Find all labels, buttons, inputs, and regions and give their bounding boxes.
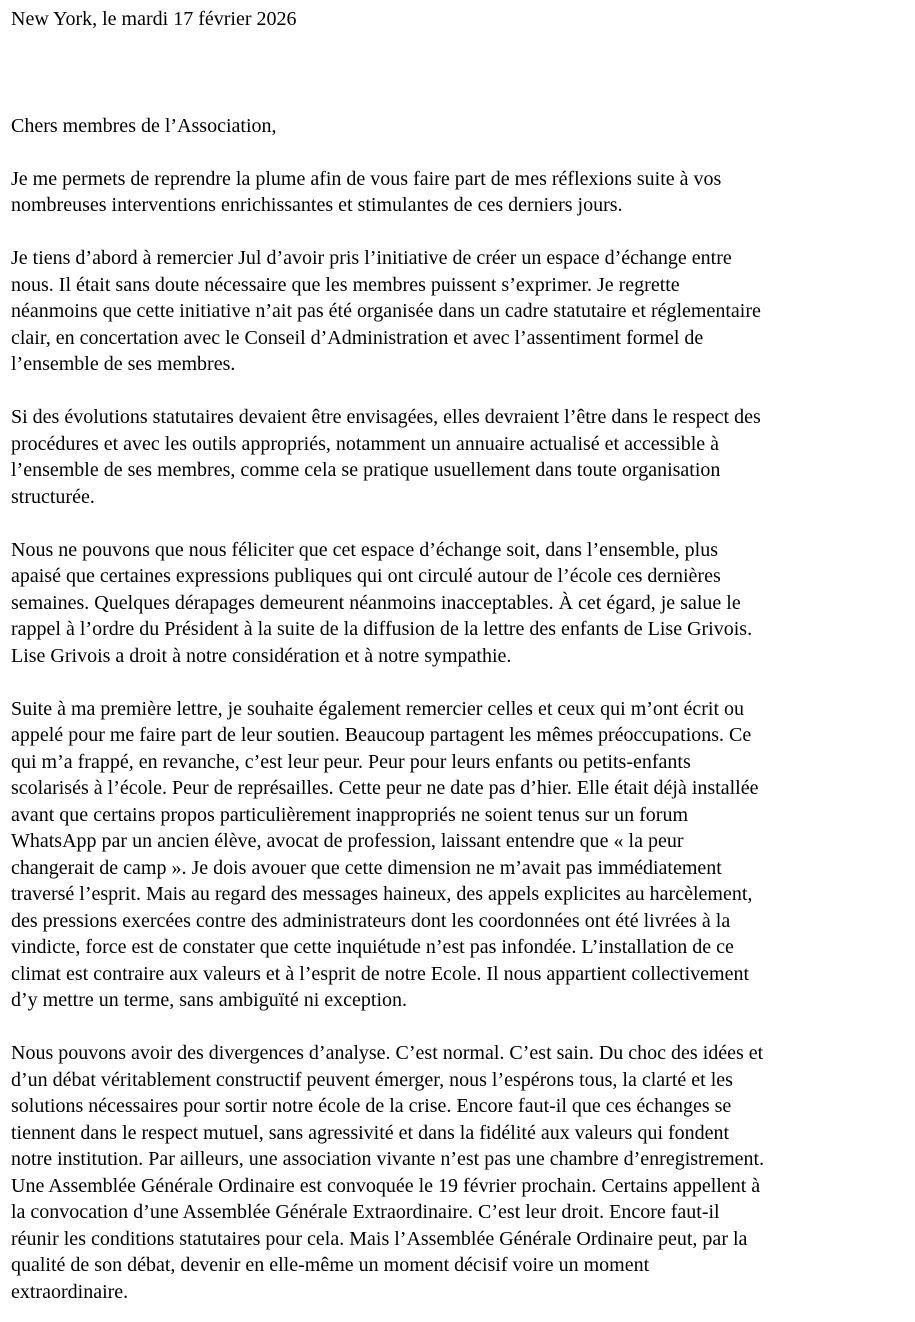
text-line: clair, en concertation avec le Conseil d’Administration et avec l’assentiment formel de [11, 326, 704, 349]
paragraph-4 [11, 537, 906, 670]
text-line: climat est contraire aux valeurs et à l’esprit de notre Ecole. Il nous appartient collectivement [11, 962, 750, 985]
text-line: traversé l’esprit. Mais au regard des messages haineux, des appels explicites au harcèlement, [11, 883, 753, 905]
text-line: néanmoins que cette initiative n’ait pas été organisée dans un cadre statutaire et réglementaire [11, 300, 761, 322]
text-line: changerait de camp ». Je dois avouer que cette dimension ne m’avait pas immédiatement [11, 856, 722, 879]
text-line: scolarisés à l’école. Peur de représailles. Cette peur ne date pas d’hier. Elle était déjà installée [11, 777, 759, 799]
text-line: apaisé que certaines expressions publiques qui ont circulé autour de l’école ces dernières [11, 565, 721, 587]
text-line: appelé pour me faire part de leur soutien. Beaucoup partagent les mêmes préoccupations. Ce [11, 724, 752, 746]
text-line: Je me permets de reprendre la plume afin de vous faire part de mes réflexions suite à vos [11, 167, 722, 190]
text-line: solutions nécessaires pour sortir notre école de la crise. Encore faut-il que ces échanges se [11, 1095, 732, 1117]
text-line: réunir les conditions statutaires pour cela. Mais l’Assemblée Générale Ordinaire peut, par la [11, 1227, 748, 1250]
text-line: Une Assemblée Générale Ordinaire est convoquée le 19 février prochain. Certains appellent à [11, 1174, 761, 1197]
paragraphs-container [11, 166, 906, 1306]
text-line: vindicte, force est de constater que cette inquiétude n’est pas infondée. L’installation de ce [11, 936, 734, 958]
paragraph-1 [11, 166, 906, 219]
text-line: des pressions exercées contre des administrateurs dont les coordonnées ont été livrées à la [11, 909, 731, 932]
text-line: nous. Il était sans doute nécessaire que les membres puissent s’exprimer. Je regrette [11, 273, 680, 296]
text-line: Suite à ma première lettre, je souhaite également remercier celles et ceux qui m’ont écrit ou [11, 697, 745, 720]
text-line: nombreuses interventions enrichissantes et stimulantes de ces derniers jours. [11, 194, 623, 216]
text-line: notre institution. Par ailleurs, une association vivante n’est pas une chambre d’enregistrement. [11, 1148, 765, 1170]
text-line: procédures et avec les outils appropriés, notamment un annuaire actualisé et accessible à [11, 432, 720, 455]
text-line: d’un débat véritablement constructif peuvent émerger, nous l’espérons tous, la clarté et les [11, 1068, 733, 1091]
text-line: avant que certains propos particulièrement inappropriés ne soient tenus sur un forum [11, 803, 689, 826]
text-line: tiennent dans le respect mutuel, sans agressivité et dans la fidélité aux valeurs qui fondent [11, 1121, 730, 1144]
text-line: structurée. [11, 485, 95, 508]
text-line: la convocation d’une Assemblée Générale Extraordinaire. C’est leur droit. Encore faut-il [11, 1201, 720, 1223]
text-line: WhatsApp par un ancien élève, avocat de profession, laissant entendre que « la peur [11, 830, 684, 852]
paragraph-5 [11, 696, 906, 1014]
text-line: l’ensemble de ses membres, comme cela se pratique usuellement dans toute organisation [11, 459, 721, 481]
paragraph-6 [11, 1040, 906, 1305]
date-line: New York, le mardi 17 février 2026 [11, 8, 297, 30]
text-line: d’y mettre un terme, sans ambiguïté ni exception. [11, 989, 407, 1011]
text-line: Nous ne pouvons que nous féliciter que cet espace d’échange soit, dans l’ensemble, plus [11, 538, 719, 561]
salutation: Chers membres de l’Association, [11, 114, 277, 137]
paragraph-3 [11, 404, 906, 510]
text-line: l’ensemble de ses membres. [11, 353, 236, 375]
text-line: Lise Grivois a droit à notre considération et à notre sympathie. [11, 644, 512, 667]
text-line: qui m’a frappé, en revanche, c’est leur peur. Peur pour leurs enfants ou petits-enfants [11, 750, 691, 773]
text-line: Si des évolutions statutaires devaient être envisagées, elles devraient l’être dans le respect des [11, 406, 761, 428]
text-line: semaines. Quelques dérapages demeurent néanmoins inacceptables. À cet égard, je salue le [11, 591, 741, 614]
text-line: Je tiens d’abord à remercier Jul d’avoir pris l’initiative de créer un espace d’échange entre [11, 247, 732, 269]
text-line: rappel à l’ordre du Président à la suite de la diffusion de la lettre des enfants de Lise Grivois. [11, 618, 753, 640]
text-line: Nous pouvons avoir des divergences d’analyse. C’est normal. C’est sain. Du choc des idées et [11, 1042, 764, 1064]
paragraph-2 [11, 245, 906, 378]
letter-body [11, 6, 906, 1305]
text-line: extraordinaire. [11, 1280, 129, 1303]
text-line: qualité de son débat, devenir en elle-même un moment décisif voire un moment [11, 1254, 650, 1276]
